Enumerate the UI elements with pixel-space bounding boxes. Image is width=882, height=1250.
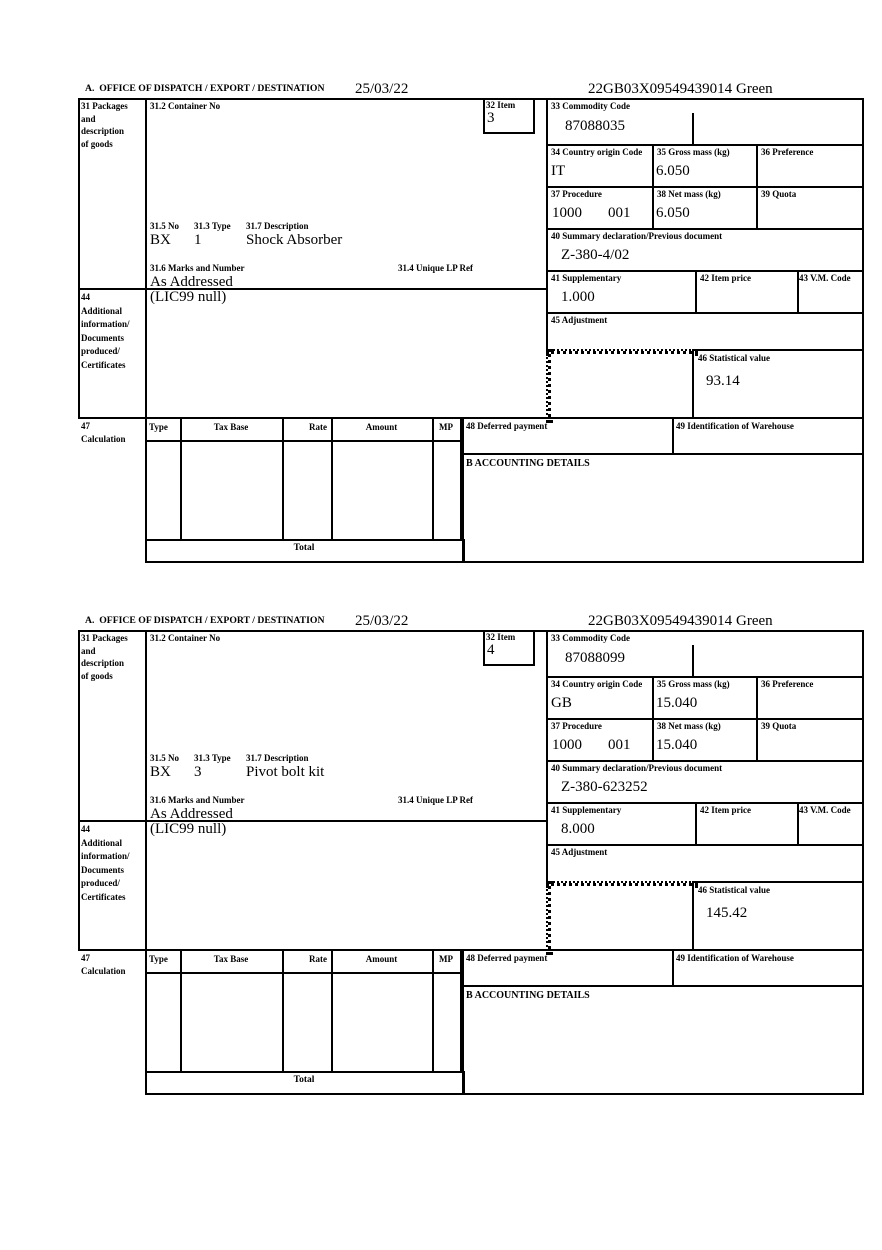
net-mass-label: 38 Net mass (kg) [657, 721, 721, 731]
form-right-border [862, 630, 864, 1093]
deferred-box-left-border [462, 417, 464, 561]
preference-label: 36 Preference [761, 147, 814, 157]
declaration-item-sheet [78, 80, 864, 562]
gross-mass-value: 15.040 [656, 695, 698, 711]
box34-row-bottom-border [546, 186, 862, 188]
total-label: Total [293, 1075, 315, 1085]
item-price-column-left-border [695, 802, 697, 844]
commodity-code-label: 33 Commodity Code [551, 101, 630, 111]
package-no-value: BX [150, 764, 171, 780]
package-no-label: 31.5 No [150, 221, 179, 231]
marks-numbers-value: As Addressed [150, 806, 233, 822]
item-price-column-left-border [695, 270, 697, 312]
box31-label: 31 Packages and description of goods [81, 101, 128, 149]
gross-mass-label: 35 Gross mass (kg) [657, 147, 730, 157]
box31-label: 31 Packages and description of goods [81, 633, 128, 681]
marks-numbers-value: As Addressed [150, 274, 233, 290]
routing-status: Green [736, 613, 773, 629]
preference-column-left-border [756, 676, 758, 760]
deferred-payment-label: 48 Deferred payment [466, 953, 548, 963]
net-mass-label: 38 Net mass (kg) [657, 189, 721, 199]
package-no-value: BX [150, 232, 171, 248]
declaration-date: 25/03/22 [355, 613, 409, 629]
box47-label: 47 Calculation [81, 953, 126, 976]
box34-row-bottom-border [546, 718, 862, 720]
commodity-code-value: 87088099 [565, 650, 625, 666]
total-row-top-border [145, 1071, 465, 1073]
column-header-amount: Amount [365, 954, 398, 964]
box33-bottom-border [546, 676, 862, 678]
form-bottom-border [145, 1093, 864, 1095]
amount-column-border [331, 417, 333, 539]
package-type-label: 31.3 Type [194, 753, 231, 763]
commodity-code-value: 87088035 [565, 118, 625, 134]
deferred-payment-label: 48 Deferred payment [466, 421, 548, 431]
warehouse-box-left-border [672, 417, 674, 455]
mp-column-border [432, 417, 434, 539]
box46-top-border [692, 881, 862, 883]
additional-information-value: (LIC99 null) [150, 821, 227, 837]
column-header-type: Type [149, 422, 168, 432]
box32-bottom-border [483, 664, 535, 666]
form-right-border [862, 98, 864, 561]
procedure-code-2-value: 001 [608, 737, 631, 753]
item-price-label: 42 Item price [700, 273, 751, 283]
item-number: 3 [487, 110, 495, 126]
package-description-label: 31.7 Description [246, 753, 309, 763]
tax-base-column-border [180, 949, 182, 1071]
dotted-horizontal-divider [546, 881, 698, 886]
box46-left-border [692, 881, 694, 949]
warehouse-identification-label: 49 Identification of Warehouse [676, 421, 794, 431]
package-type-label: 31.3 Type [194, 221, 231, 231]
statistical-value-label: 46 Statistical value [698, 353, 770, 363]
box32-item-label: 32 Item [486, 100, 516, 110]
summary-declaration-value: Z-380-4/02 [561, 247, 630, 263]
goods-description-value: Pivot bolt kit [246, 764, 325, 780]
box47-label: 47 Calculation [81, 421, 126, 444]
package-type-value: 1 [194, 232, 202, 248]
column-header-mp: MP [439, 954, 453, 964]
gross-mass-value: 6.050 [656, 163, 690, 179]
gross-mass-label: 35 Gross mass (kg) [657, 679, 730, 689]
dotted-horizontal-divider [546, 349, 698, 354]
preference-label: 36 Preference [761, 679, 814, 689]
adjustment-label: 45 Adjustment [551, 847, 608, 857]
accounting-details-header: B ACCOUNTING DETAILS [466, 990, 590, 1001]
marks-numbers-label: 31.6 Marks and Number [150, 795, 245, 805]
box32-right-border [533, 98, 535, 132]
dotted-vertical-divider [546, 881, 551, 955]
accounting-box-top-border [462, 453, 862, 455]
additional-information-value: (LIC99 null) [150, 289, 227, 305]
declaration-date: 25/03/22 [355, 81, 409, 97]
container-no-label: 31.2 Container No [150, 101, 221, 111]
box31-box44-divider [78, 288, 546, 290]
box46-left-border [692, 349, 694, 417]
marks-numbers-label: 31.6 Marks and Number [150, 263, 245, 273]
column-header-tax-base: Tax Base [213, 422, 249, 432]
box46-top-border [692, 349, 862, 351]
statistical-value: 145.42 [706, 905, 748, 921]
summary-declaration-value: Z-380-623252 [561, 779, 648, 795]
procedure-code-value: 1000 [552, 737, 582, 753]
mrn-number: 22GB03X09549439014 [588, 613, 733, 629]
box44-label: 44 Additional information/ Documents produced/ Certificates [81, 824, 130, 902]
box41-row-bottom-border [546, 844, 862, 846]
supplementary-value: 1.000 [561, 289, 595, 305]
column-header-mp: MP [439, 422, 453, 432]
mp-column-border [432, 949, 434, 1071]
procedure-label: 37 Procedure [551, 189, 602, 199]
statistical-value: 93.14 [706, 373, 740, 389]
country-origin-value: GB [551, 695, 572, 711]
column-header-rate: Rate [309, 954, 327, 964]
commodity-code-divider [692, 113, 694, 144]
total-row-top-border [145, 539, 465, 541]
form-left-border [78, 98, 80, 417]
label-column-divider [145, 98, 147, 561]
form-top-border [78, 630, 862, 632]
warehouse-box-left-border [672, 949, 674, 987]
summary-declaration-label: 40 Summary declaration/Previous document [551, 231, 723, 241]
warehouse-identification-label: 49 Identification of Warehouse [676, 953, 794, 963]
box33-bottom-border [546, 144, 862, 146]
net-mass-value: 6.050 [656, 205, 690, 221]
box31-box44-divider [78, 820, 546, 822]
dotted-vertical-divider [546, 349, 551, 423]
country-origin-value: IT [551, 163, 566, 179]
table-header-bottom-border [145, 972, 462, 974]
column-header-rate: Rate [309, 422, 327, 432]
column-header-type: Type [149, 954, 168, 964]
tax-base-column-border [180, 417, 182, 539]
form-bottom-border [145, 561, 864, 563]
vm-code-label: 43 V.M. Code [799, 273, 851, 283]
deferred-box-left-border [462, 949, 464, 1093]
quota-label: 39 Quota [761, 189, 797, 199]
total-label: Total [293, 543, 315, 553]
item-price-label: 42 Item price [700, 805, 751, 815]
item-number: 4 [487, 642, 495, 658]
label-column-divider [145, 630, 147, 1093]
mrn-number: 22GB03X09549439014 [588, 81, 733, 97]
rate-column-border [282, 949, 284, 1071]
package-description-label: 31.7 Description [246, 221, 309, 231]
box32-left-border [483, 98, 485, 132]
box37-row-bottom-border [546, 760, 862, 762]
form-top-border [78, 98, 862, 100]
box32-bottom-border [483, 132, 535, 134]
box32-left-border [483, 630, 485, 664]
procedure-code-value: 1000 [552, 205, 582, 221]
supplementary-label: 41 Supplementary [551, 805, 622, 815]
form-left-border [78, 630, 80, 949]
mass-column-left-border [652, 676, 654, 760]
routing-status: Green [736, 81, 773, 97]
vm-code-label: 43 V.M. Code [799, 805, 851, 815]
office-of-dispatch-header: A. OFFICE OF DISPATCH / EXPORT / DESTINATION [85, 615, 325, 626]
box41-row-bottom-border [546, 312, 862, 314]
column-header-amount: Amount [365, 422, 398, 432]
unique-lp-ref-label: 31.4 Unique LP Ref [398, 795, 474, 805]
unique-lp-ref-label: 31.4 Unique LP Ref [398, 263, 474, 273]
country-origin-label: 34 Country origin Code [551, 679, 643, 689]
box32-right-border [533, 630, 535, 664]
box40-bottom-border [546, 270, 862, 272]
adjustment-label: 45 Adjustment [551, 315, 608, 325]
package-type-value: 3 [194, 764, 202, 780]
procedure-label: 37 Procedure [551, 721, 602, 731]
box40-bottom-border [546, 802, 862, 804]
accounting-box-top-border [462, 985, 862, 987]
rate-column-border [282, 417, 284, 539]
country-origin-label: 34 Country origin Code [551, 147, 643, 157]
amount-column-border [331, 949, 333, 1071]
box32-item-label: 32 Item [486, 632, 516, 642]
goods-description-value: Shock Absorber [246, 232, 343, 248]
column-header-tax-base: Tax Base [213, 954, 249, 964]
net-mass-value: 15.040 [656, 737, 698, 753]
mass-column-left-border [652, 144, 654, 228]
quota-label: 39 Quota [761, 721, 797, 731]
accounting-details-header: B ACCOUNTING DETAILS [466, 458, 590, 469]
summary-declaration-label: 40 Summary declaration/Previous document [551, 763, 723, 773]
package-no-label: 31.5 No [150, 753, 179, 763]
mid-horizontal-border [78, 949, 862, 951]
container-no-label: 31.2 Container No [150, 633, 221, 643]
commodity-code-label: 33 Commodity Code [551, 633, 630, 643]
office-of-dispatch-header: A. OFFICE OF DISPATCH / EXPORT / DESTINATION [85, 83, 325, 94]
statistical-value-label: 46 Statistical value [698, 885, 770, 895]
box37-row-bottom-border [546, 228, 862, 230]
box44-label: 44 Additional information/ Documents produced/ Certificates [81, 292, 130, 370]
commodity-code-divider [692, 645, 694, 676]
mid-horizontal-border [78, 417, 862, 419]
procedure-code-2-value: 001 [608, 205, 631, 221]
table-header-bottom-border [145, 440, 462, 442]
supplementary-label: 41 Supplementary [551, 273, 622, 283]
supplementary-value: 8.000 [561, 821, 595, 837]
declaration-item-sheet [78, 612, 864, 1094]
preference-column-left-border [756, 144, 758, 228]
